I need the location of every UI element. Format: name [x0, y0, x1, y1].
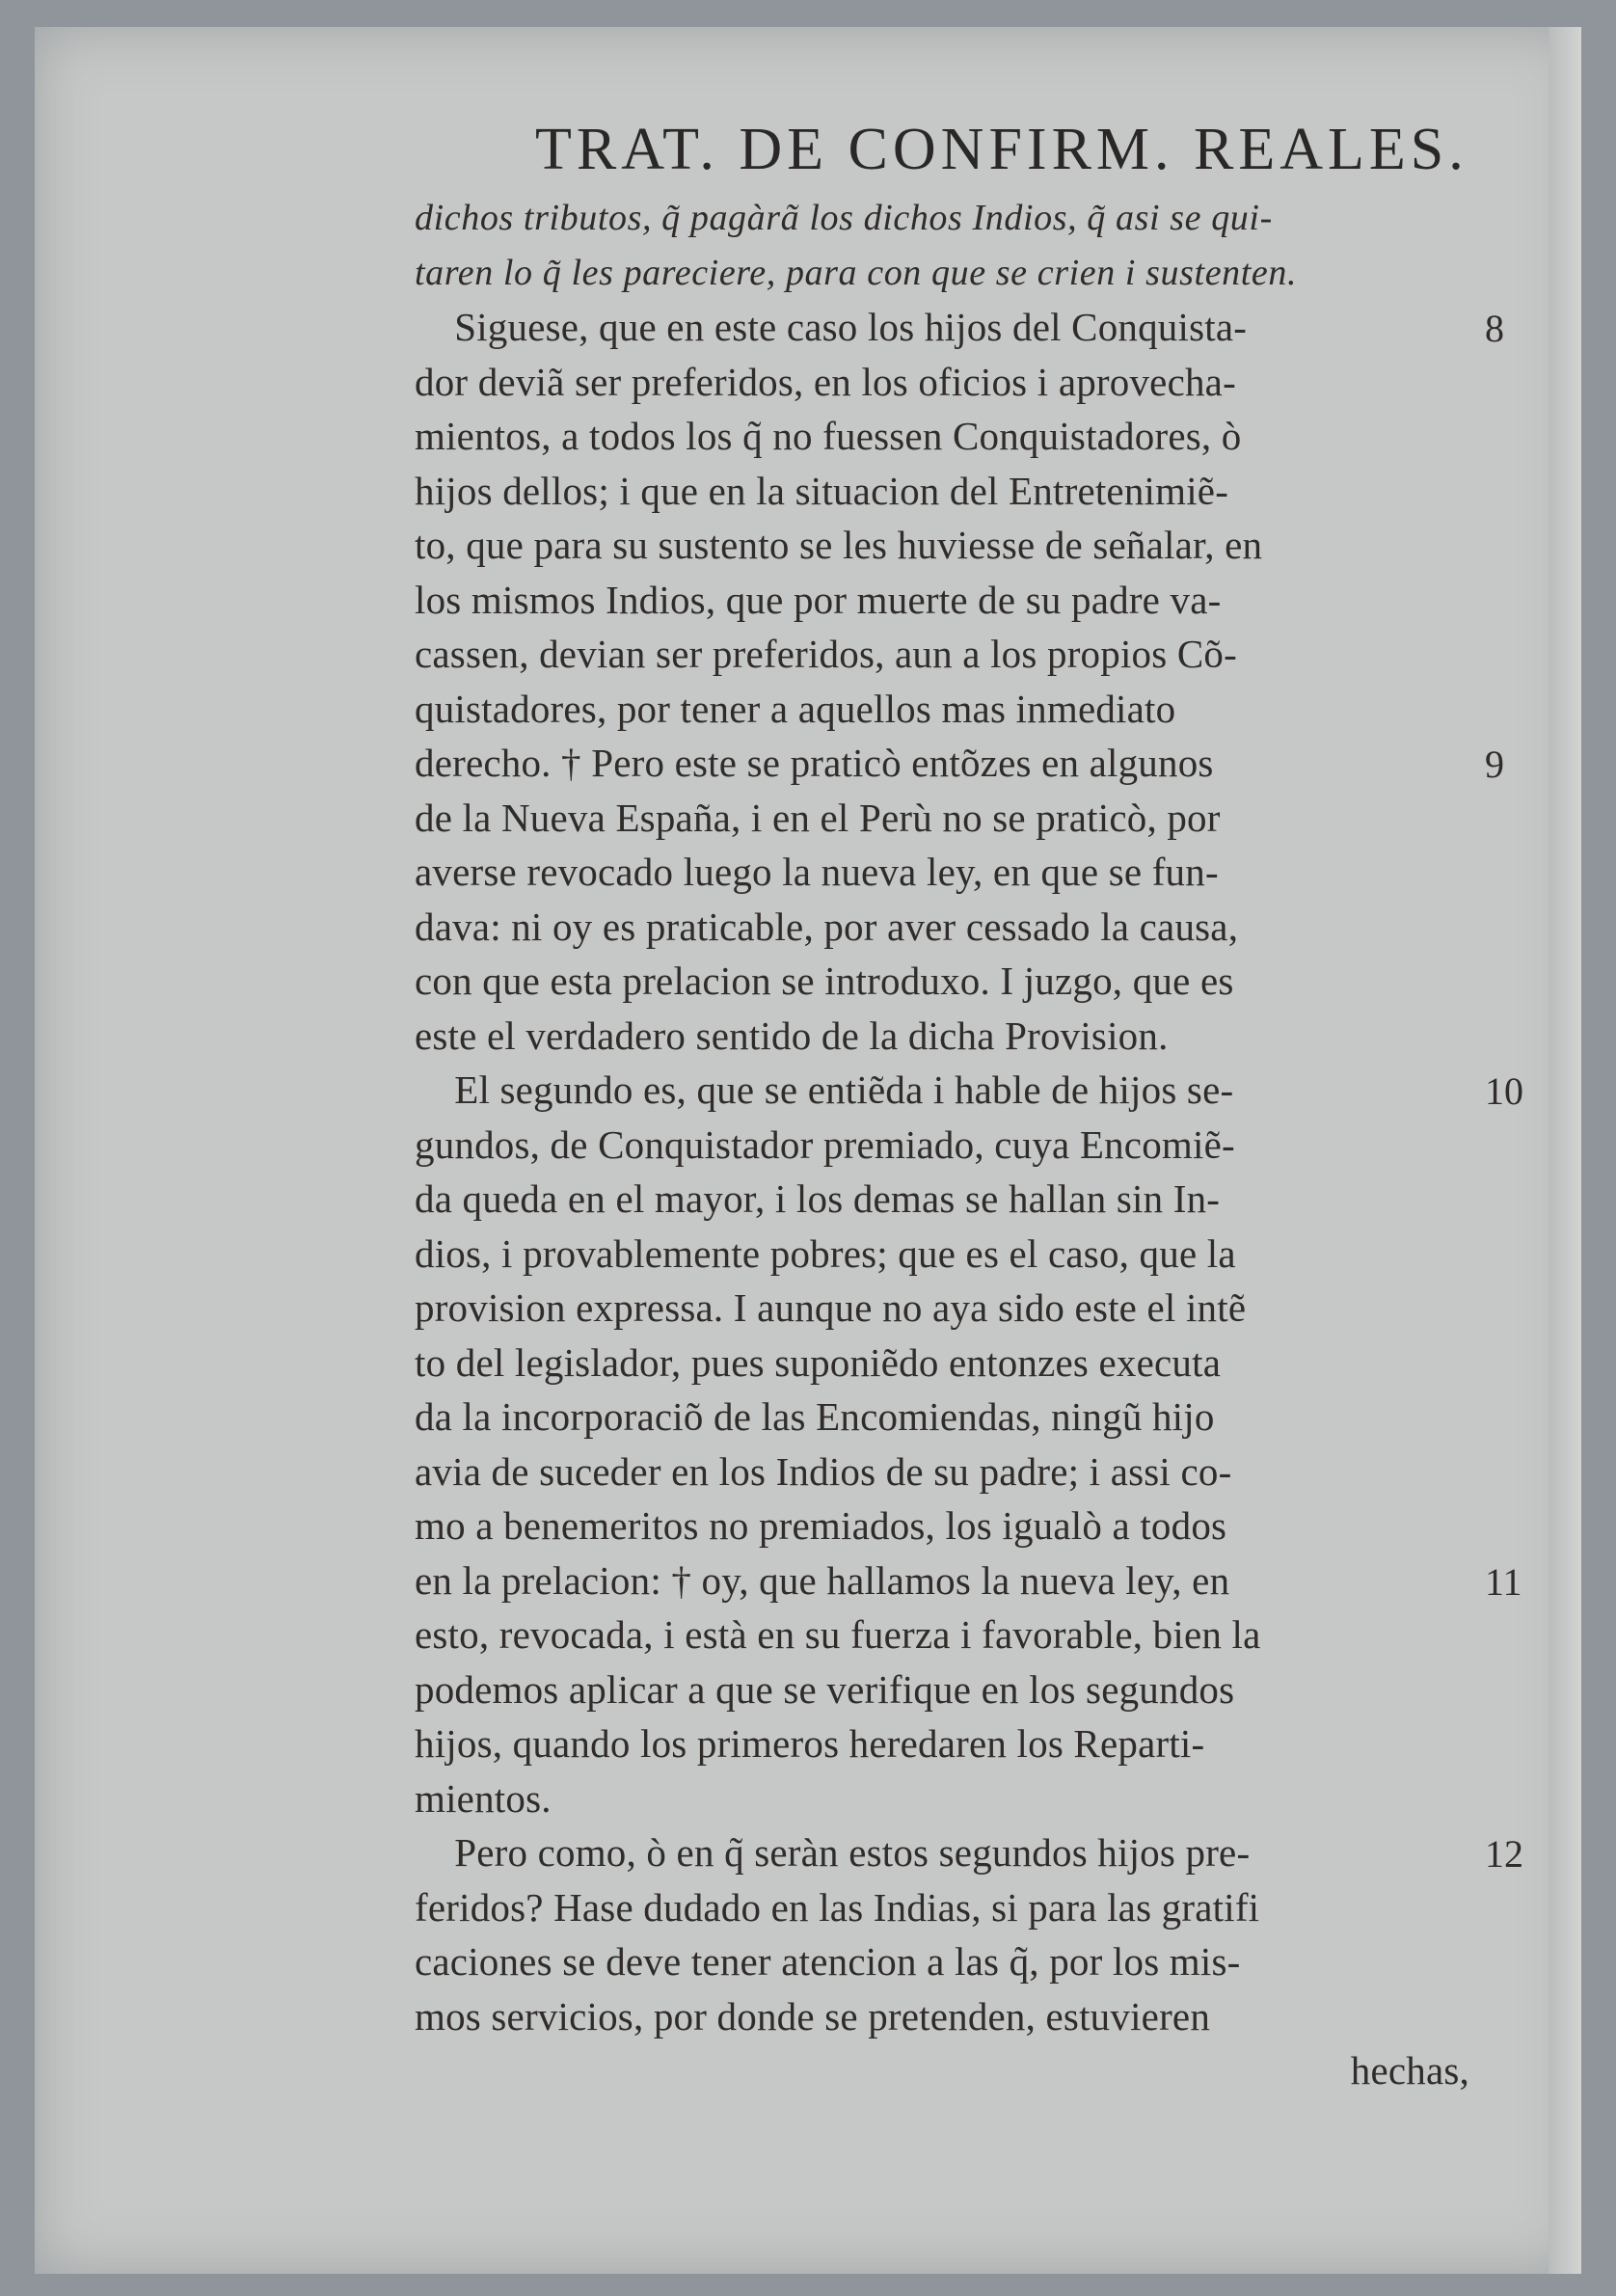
running-header: TRAT. DE CONFIRM. REALES. [535, 117, 1468, 182]
text-line: mientos. [415, 1775, 552, 1821]
text-line: da la incorporaciõ de las Encomiendas, ningũ hijo [415, 1394, 1215, 1439]
text-line: los mismos Indios, que por muerte de su padre va- [415, 577, 1222, 622]
margin-number: 12 [1485, 1832, 1523, 1876]
margin-number: 9 [1485, 743, 1504, 786]
text-line: cassen, devian ser preferidos, aun a los propios Cõ- [415, 632, 1237, 676]
text-line: caciones se deve tener atencion a las q̃, por los mis- [415, 1939, 1241, 1984]
text-line: dios, i provablemente pobres; que es el caso, que la [415, 1230, 1236, 1276]
text-line: dor deviã ser preferidos, en los oficios i aprovecha- [415, 359, 1236, 404]
text-line: to del legislador, pues suponiẽdo entonzes executa [415, 1339, 1222, 1385]
text-line: mos servicios, por donde se pretenden, estuvieren [415, 1993, 1211, 2039]
text-line: El segundo es, que se entiẽda i hable de hijos se- [415, 1067, 1234, 1112]
text-line: Siguese, que en este caso los hijos del Conquista- [415, 305, 1248, 349]
text-line: mo a benemeritos no premiados, los igualò a todos [415, 1503, 1227, 1548]
margin-number: 10 [1485, 1069, 1523, 1113]
text-line: en la prelacion: † oy, que hallamos la nueva ley, en [415, 1557, 1230, 1603]
text-line: to, que para su sustento se les huviesse de señalar, en [415, 523, 1263, 567]
text-line: hechas, [1350, 2048, 1469, 2093]
text-line: provision expressa. I aunque no aya sido este el intẽ [415, 1285, 1247, 1330]
text-line: taren lo q̃ les pareciere, para con que se crien i sustenten. [415, 252, 1298, 293]
text-line: Pero como, ò en q̃ seràn estos segundos hijos pre- [415, 1830, 1251, 1875]
page-edge [1549, 27, 1581, 2274]
text-line: esto, revocada, i està en su fuerza i favorable, bien la [415, 1612, 1261, 1657]
text-line: averse revocado luego la nueva ley, en que se fun- [415, 850, 1219, 894]
text-line: podemos aplicar a que se verifique en los segundos [415, 1666, 1235, 1712]
margin-number: 11 [1485, 1559, 1522, 1604]
text-line: quistadores, por tener a aquellos mas inmediato [415, 686, 1176, 731]
text-line: feridos? Hase dudado en las Indias, si para las gratifi [415, 1884, 1260, 1930]
text-line: da queda en el mayor, i los demas se hallan sin In- [415, 1176, 1221, 1221]
margin-number: 8 [1485, 307, 1504, 350]
text-line: de la Nueva España, i en el Perù no se praticò, por [415, 795, 1221, 840]
text-line: avia de suceder en los Indios de su padre; i assi co- [415, 1448, 1232, 1494]
text-line: dichos tributos, q̃ pagàrã los dichos Indios, q̃ asi se qui- [415, 198, 1273, 238]
text-line: hijos dellos; i que en la situacion del Entretenimiẽ- [415, 468, 1229, 513]
body-text [415, 191, 1469, 2098]
text-line: gundos, de Conquistador premiado, cuya Encomiẽ- [415, 1121, 1235, 1167]
text-line: mientos, a todos los q̃ no fuessen Conquistadores, ò [415, 414, 1242, 458]
text-line: derecho. † Pero este se praticò entõzes en algunos [415, 741, 1214, 785]
text-line: con que esta prelacion se introduxo. I juzgo, que es [415, 959, 1234, 1003]
text-line: hijos, quando los primeros heredaren los Reparti- [415, 1721, 1205, 1766]
text-line: dava: ni oy es praticable, por aver cessado la causa, [415, 904, 1239, 949]
text-line: este el verdadero sentido de la dicha Provision. [415, 1013, 1169, 1058]
